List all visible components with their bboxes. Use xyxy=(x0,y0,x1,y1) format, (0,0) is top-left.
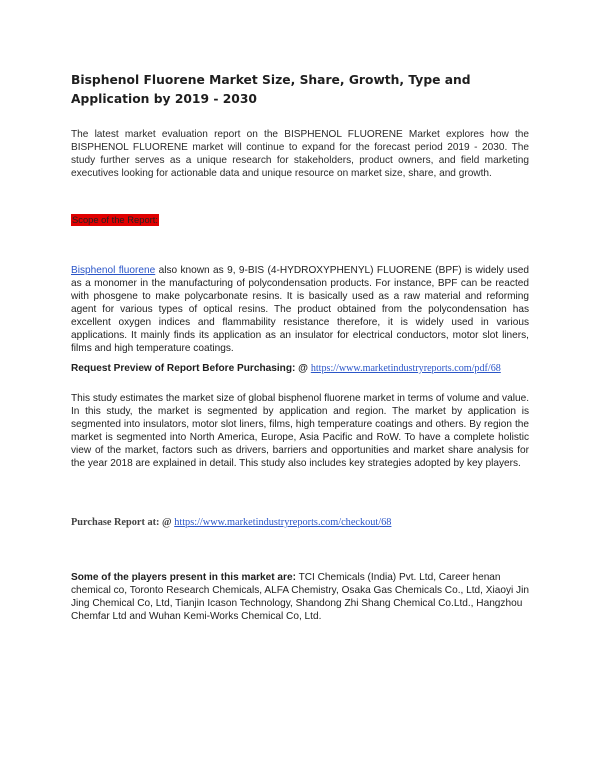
request-preview-line xyxy=(71,362,541,375)
study-paragraph: This study estimates the market size of global bisphenol fluorene market in terms of volume and value. In this study, the market is segmented by application and region. The market by application is segmented into insulators, motor slot liners, films, high temperature coatings and others. By region the market is segmented into North America, Europe, Asia Pacific and RoW. To have a complete holistic view of the market, factors such as drivers, barriers and opportunities and market share analysis for the year 2018 are explained in detail. This study also includes key strategies adopted by key players. xyxy=(71,393,529,469)
scope-heading: Scope of the Report: xyxy=(72,214,158,225)
intro-paragraph: The latest market evaluation report on the BISPHENOL FLUORENE Market explores how the BISPHENOL FLUORENE market will continue to expand for the forecast period 2019 - 2030. The study further serves as a unique research for stakeholders, product owners, and field marketing executives looking for actionable data and unique resource on market size, share, and growth. xyxy=(71,129,529,179)
request-preview-link[interactable]: https://www.marketindustryreports.com/pdf/68 xyxy=(310,363,501,374)
purchase-label: Purchase Report at: @ xyxy=(71,517,175,528)
players-paragraph xyxy=(71,571,531,623)
bisphenol-fluorene-link[interactable]: Bisphenol fluorene xyxy=(71,265,156,276)
players-label: Some of the players present in this market are: xyxy=(71,572,296,583)
request-preview-label: Request Preview of Report Before Purchasing: @ xyxy=(71,363,311,374)
purchase-link[interactable]: https://www.marketindustryreports.com/checkout/68 xyxy=(174,517,392,528)
description-paragraph xyxy=(71,264,529,355)
description-text: also known as 9, 9-BIS (4-HYDROXYPHENYL) FLUORENE (BPF) is widely used as a monomer in the manufacturing of polycondensation products. For instance, BPF can be reacted with phosgene to make polycarbonate resins. It is basically used as a raw material and reforming agent for various types of optical resins. The product obtained from the polycondensation has excellent oxygen indices and flammability resistance therefore, it is widely used in various applications. It mainly finds its application as an insulator for electrical conductors, motor slot liners, films and high temperature coatings. xyxy=(71,265,529,354)
players-text: TCI Chemicals (India) Pvt. Ltd, Career henan chemical co, Toronto Research Chemicals, ALFA Chemistry, Osaka Gas Chemicals Co., Ltd, Xiaoyi Jin Jing Chemical Co, Ltd, Tianjin Icason Technology, Shandong Zhi Shang Chemical Co.Ltd., Hangzhou Chemfar Ltd and Wuhan Kemi-Works Chemical Co, Ltd. xyxy=(71,572,529,622)
purchase-line xyxy=(71,516,541,530)
document-title: Bisphenol Fluorene Market Size, Share, Growth, Type and Application by 2019 - 2030 xyxy=(71,73,471,106)
